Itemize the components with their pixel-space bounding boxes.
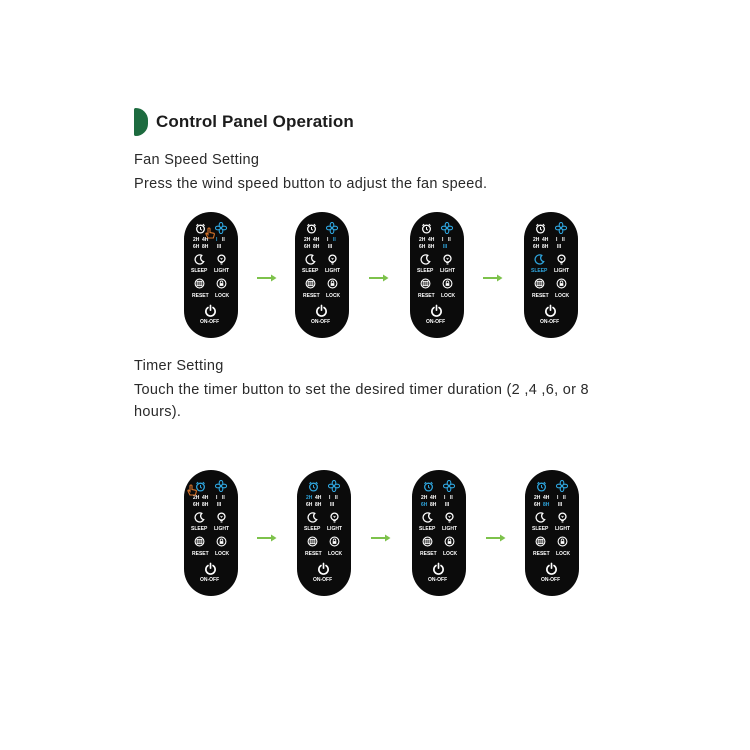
right-arrow-icon (368, 270, 390, 280)
speed-3-indicator: III (445, 502, 450, 508)
light-label: LIGHT (214, 526, 229, 532)
sleep-moon-icon[interactable] (307, 512, 318, 523)
on-off-label: ON-OFF (200, 577, 220, 583)
control-panel-remote (184, 212, 238, 338)
speed-3-indicator: III (328, 244, 333, 250)
sleep-moon-icon[interactable] (194, 254, 205, 265)
reset-filter-icon[interactable] (194, 278, 205, 289)
lock-label: LOCK (215, 293, 230, 299)
fan-icon[interactable] (326, 222, 338, 234)
speed-3-indicator: III (558, 502, 563, 508)
timer-6h-indicator: 6H (304, 244, 311, 250)
reset-label: RESET (420, 551, 437, 557)
reset-filter-icon[interactable] (534, 278, 545, 289)
timer-6h-indicator: 6H (421, 502, 428, 508)
light-label: LIGHT (327, 526, 342, 532)
light-bulb-icon[interactable] (557, 512, 568, 523)
light-bulb-icon[interactable] (216, 254, 227, 265)
speed-1-indicator: I (216, 495, 218, 501)
power-icon[interactable] (544, 304, 557, 317)
sleep-label: SLEEP (302, 268, 319, 274)
timer-4h-indicator: 4H (313, 237, 320, 243)
timer-8h-indicator: 8H (315, 502, 322, 508)
speed-1-indicator: I (444, 495, 446, 501)
lock-icon[interactable] (557, 536, 568, 547)
sleep-moon-icon[interactable] (194, 512, 205, 523)
on-off-label: ON-OFF (313, 577, 333, 583)
lock-icon[interactable] (329, 536, 340, 547)
timer-2h-indicator: 2H (419, 237, 426, 243)
timer-8h-indicator: 8H (430, 502, 437, 508)
alarm-clock-icon[interactable] (308, 481, 319, 492)
timer-2h-indicator: 2H (533, 237, 540, 243)
speed-3-indicator: III (330, 502, 335, 508)
speed-3-indicator: III (557, 244, 562, 250)
alarm-clock-icon[interactable] (421, 223, 432, 234)
sleep-moon-icon[interactable] (420, 254, 431, 265)
lock-icon[interactable] (216, 536, 227, 547)
timer-8h-indicator: 8H (428, 244, 435, 250)
light-bulb-icon[interactable] (444, 512, 455, 523)
on-off-label: ON-OFF (428, 577, 448, 583)
speed-2-indicator: II (450, 495, 453, 501)
speed-2-indicator: II (335, 495, 338, 501)
light-label: LIGHT (325, 268, 340, 274)
control-panel-remote (525, 470, 579, 596)
light-label: LIGHT (554, 268, 569, 274)
reset-label: RESET (418, 293, 435, 299)
light-bulb-icon[interactable] (216, 512, 227, 523)
on-off-label: ON-OFF (540, 319, 560, 325)
speed-2-indicator: II (222, 495, 225, 501)
speed-2-indicator: II (333, 237, 336, 243)
control-panel-remote (184, 470, 238, 596)
control-panel-remote (412, 470, 466, 596)
light-label: LIGHT (442, 526, 457, 532)
sleep-label: SLEEP (532, 526, 549, 532)
speed-3-indicator: III (217, 244, 222, 250)
sleep-moon-icon[interactable] (305, 254, 316, 265)
lock-icon[interactable] (444, 536, 455, 547)
lock-label: LOCK (556, 551, 571, 557)
right-arrow-icon (256, 530, 278, 540)
section-title: Control Panel Operation (156, 112, 354, 131)
lock-icon[interactable] (216, 278, 227, 289)
fan-icon[interactable] (215, 480, 227, 492)
fan-icon[interactable] (555, 222, 567, 234)
light-bulb-icon[interactable] (327, 254, 338, 265)
reset-label: RESET (305, 551, 322, 557)
power-icon[interactable] (430, 304, 443, 317)
sleep-moon-icon[interactable] (422, 512, 433, 523)
timer-8h-indicator: 8H (202, 244, 209, 250)
control-panel-remote (410, 212, 464, 338)
light-bulb-icon[interactable] (442, 254, 453, 265)
power-icon[interactable] (204, 304, 217, 317)
lock-label: LOCK (555, 293, 570, 299)
timer-2h-indicator: 2H (193, 495, 200, 501)
sleep-moon-icon[interactable] (535, 512, 546, 523)
light-label: LIGHT (555, 526, 570, 532)
timer-2h-indicator: 2H (304, 237, 311, 243)
timer-4h-indicator: 4H (428, 237, 435, 243)
fan-speed-description: Press the wind speed button to adjust the fan speed. (134, 176, 488, 192)
timer-6h-indicator: 6H (419, 244, 426, 250)
timer-description-line1: Touch the timer button to set the desired timer duration (2 ,4 ,6, or 8 (134, 382, 589, 398)
speed-3-indicator: III (217, 502, 222, 508)
power-icon[interactable] (317, 562, 330, 575)
reset-filter-icon[interactable] (194, 536, 205, 547)
light-bulb-icon[interactable] (556, 254, 567, 265)
reset-filter-icon[interactable] (307, 536, 318, 547)
speed-1-indicator: I (556, 237, 558, 243)
fan-icon[interactable] (443, 480, 455, 492)
reset-filter-icon[interactable] (535, 536, 546, 547)
power-icon[interactable] (545, 562, 558, 575)
timer-8h-indicator: 8H (543, 502, 550, 508)
right-arrow-icon (482, 270, 504, 280)
timer-6h-indicator: 6H (193, 244, 200, 250)
fan-icon[interactable] (328, 480, 340, 492)
lock-icon[interactable] (442, 278, 453, 289)
speed-3-indicator: III (443, 244, 448, 250)
speed-1-indicator: I (442, 237, 444, 243)
speed-2-indicator: II (448, 237, 451, 243)
timer-4h-indicator: 4H (543, 495, 550, 501)
lock-label: LOCK (443, 551, 458, 557)
speed-1-indicator: I (329, 495, 331, 501)
sleep-label: SLEEP (419, 526, 436, 532)
timer-4h-indicator: 4H (202, 495, 209, 501)
timer-6h-indicator: 6H (533, 244, 540, 250)
reset-label: RESET (532, 293, 549, 299)
section-header (134, 108, 354, 136)
sleep-label: SLEEP (191, 268, 208, 274)
power-icon[interactable] (432, 562, 445, 575)
timer-description-line2: hours). (134, 404, 182, 420)
timer-4h-indicator: 4H (315, 495, 322, 501)
sleep-label: SLEEP (417, 268, 434, 274)
control-panel-remote (524, 212, 578, 338)
light-label: LIGHT (214, 268, 229, 274)
right-arrow-icon (370, 530, 392, 540)
timer-4h-indicator: 4H (430, 495, 437, 501)
on-off-label: ON-OFF (541, 577, 561, 583)
reset-label: RESET (192, 551, 209, 557)
speed-2-indicator: II (222, 237, 225, 243)
speed-1-indicator: I (327, 237, 329, 243)
control-panel-remote (297, 470, 351, 596)
timer-2h-indicator: 2H (306, 495, 313, 501)
timer-6h-indicator: 6H (306, 502, 313, 508)
speed-2-indicator: II (562, 237, 565, 243)
timer-6h-indicator: 6H (534, 502, 541, 508)
sleep-label: SLEEP (191, 526, 208, 532)
lock-label: LOCK (215, 551, 230, 557)
lock-icon[interactable] (327, 278, 338, 289)
tap-hand-icon (185, 483, 199, 497)
speed-2-indicator: II (563, 495, 566, 501)
reset-filter-icon[interactable] (305, 278, 316, 289)
alarm-clock-icon[interactable] (535, 223, 546, 234)
on-off-label: ON-OFF (311, 319, 331, 325)
sleep-moon-icon[interactable] (534, 254, 545, 265)
timer-4h-indicator: 4H (542, 237, 549, 243)
light-label: LIGHT (440, 268, 455, 274)
power-icon[interactable] (204, 562, 217, 575)
reset-label: RESET (303, 293, 320, 299)
light-bulb-icon[interactable] (329, 512, 340, 523)
fan-icon[interactable] (556, 480, 568, 492)
lock-label: LOCK (326, 293, 341, 299)
lock-label: LOCK (441, 293, 456, 299)
lock-icon[interactable] (556, 278, 567, 289)
on-off-label: ON-OFF (426, 319, 446, 325)
fan-icon[interactable] (441, 222, 453, 234)
on-off-label: ON-OFF (200, 319, 220, 325)
alarm-clock-icon[interactable] (536, 481, 547, 492)
alarm-clock-icon[interactable] (423, 481, 434, 492)
timer-8h-indicator: 8H (313, 244, 320, 250)
tap-hand-icon (203, 226, 217, 240)
timer-2h-indicator: 2H (421, 495, 428, 501)
timer-2h-indicator: 2H (193, 237, 200, 243)
timer-8h-indicator: 8H (202, 502, 209, 508)
right-arrow-icon (256, 270, 278, 280)
timer-2h-indicator: 2H (534, 495, 541, 501)
sleep-label: SLEEP (531, 268, 548, 274)
fan-speed-heading: Fan Speed Setting (134, 152, 260, 168)
reset-label: RESET (192, 293, 209, 299)
timer-heading: Timer Setting (134, 358, 224, 374)
timer-4h-indicator: 4H (202, 237, 209, 243)
section-marker (134, 108, 148, 136)
speed-1-indicator: I (557, 495, 559, 501)
speed-1-indicator: I (216, 237, 218, 243)
right-arrow-icon (485, 530, 507, 540)
reset-filter-icon[interactable] (422, 536, 433, 547)
timer-6h-indicator: 6H (193, 502, 200, 508)
alarm-clock-icon[interactable] (306, 223, 317, 234)
control-panel-remote (295, 212, 349, 338)
power-icon[interactable] (315, 304, 328, 317)
timer-8h-indicator: 8H (542, 244, 549, 250)
sleep-label: SLEEP (304, 526, 321, 532)
lock-label: LOCK (328, 551, 343, 557)
reset-filter-icon[interactable] (420, 278, 431, 289)
reset-label: RESET (533, 551, 550, 557)
